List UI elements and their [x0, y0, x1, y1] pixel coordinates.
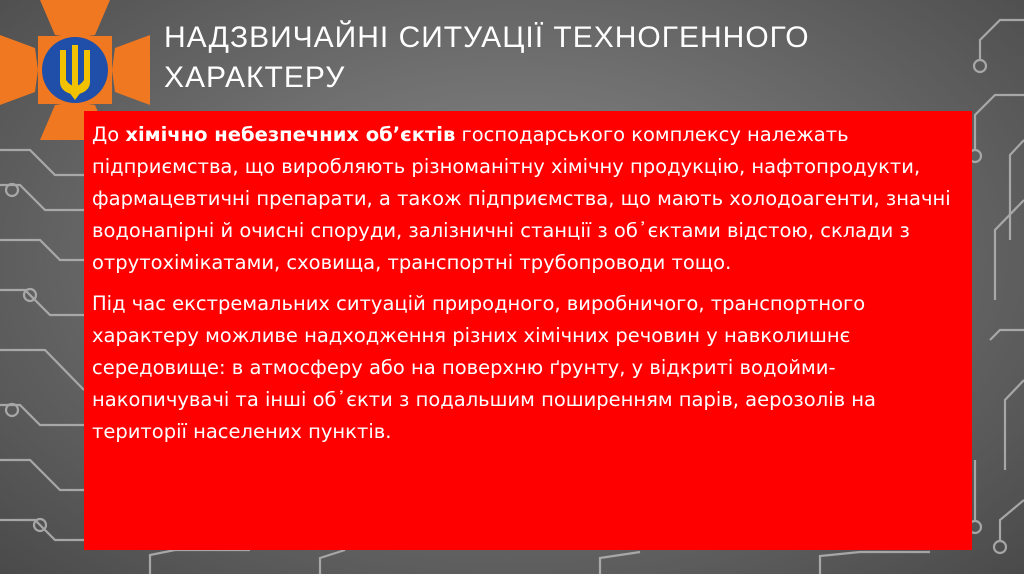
- paragraph-1-bold: хімічно небезпечних об’єктів: [125, 123, 456, 146]
- paragraph-1-rest: господарського комплексу належать підприємства, що виробляють різноманітну хімічну продукцію, нафтопродукти, фармацевтичні препарати, а також підприємства, що мають холодоагенти, значні водонапірні й очисні споруди, залізничні станції з об᾽єктами відстою, склади з отрутохімікатами, сховища, транспортні трубопроводи тощо.: [92, 123, 951, 274]
- paragraph-2: Під час екстремальних ситуацій природного, виробничого, транспортного характеру можливе надходження різних хімічних речовин у навколишнє середовище: в атмосферу або на поверхню ґрунту, у відкриті водойми-накопичувачі та інші об᾽єкти з подальшим поширенням парів, аерозолів на території населених пунктів.: [92, 292, 876, 443]
- slide-title: НАДЗВИЧАЙНІ СИТУАЦІЇ ТЕХНОГЕННОГО ХАРАКТЕРУ: [164, 21, 810, 94]
- paragraph-1: [92, 119, 960, 279]
- content-box: [84, 111, 972, 550]
- paragraph-1-lead: До: [92, 123, 126, 146]
